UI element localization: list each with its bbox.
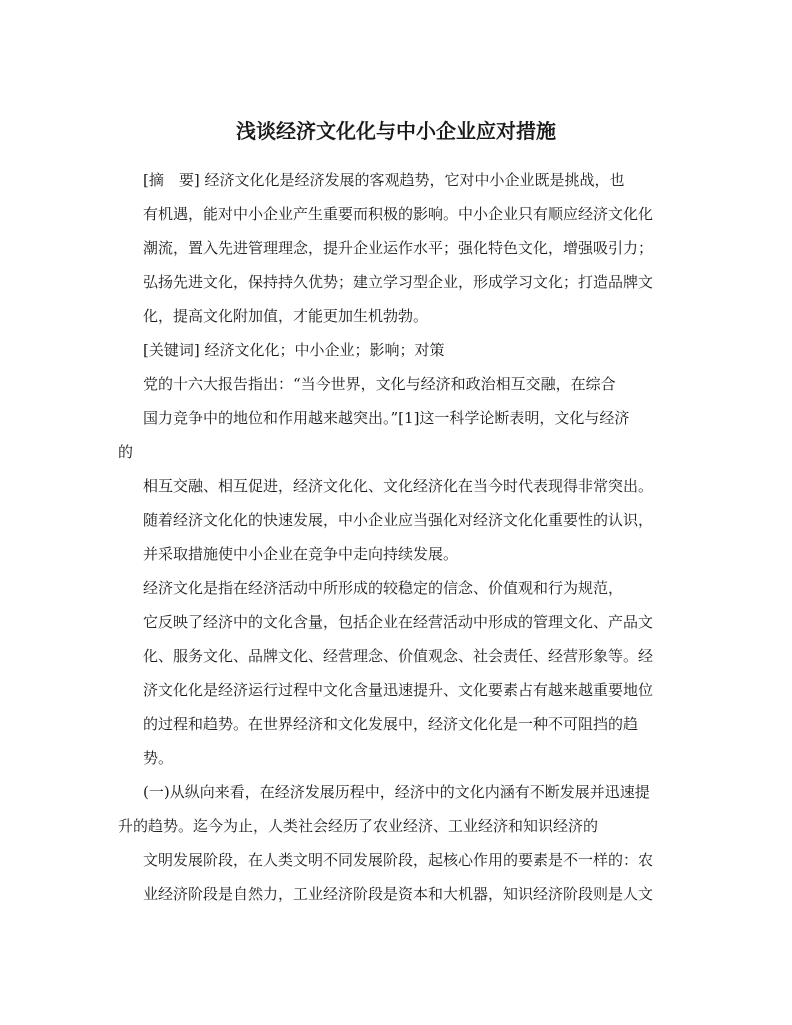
document-title: 浅谈经济文化化与中小企业应对措施 bbox=[236, 119, 556, 143]
body-line: 业经济阶段是自然力，工业经济阶段是资本和大机器，知识经济阶段则是人文 bbox=[143, 885, 654, 903]
abstract-line-1: [摘 要] 经济文化化是经济发展的客观趋势，它对中小企业既是挑战，也 bbox=[143, 171, 625, 189]
keywords-line: [关键词] 经济文化化；中小企业；影响；对策 bbox=[143, 341, 445, 359]
body-line: 升的趋势。迄今为止，人类社会经历了农业经济、工业经济和知识经济的 bbox=[118, 817, 599, 835]
abstract-line-2: 有机遇，能对中小企业产生重要而积极的影响。中小企业只有顺应经济文化化 bbox=[143, 205, 654, 223]
body-line: 随着经济文化化的快速发展，中小企业应当强化对经济文化化重要性的认识， bbox=[143, 511, 654, 529]
body-line: 国力竞争中的地位和作用越来越突出。”[1]这一科学论断表明，文化与经济 bbox=[143, 409, 630, 427]
body-line: 化、服务文化、品牌文化、经营理念、价值观念、社会责任、经营形象等。经 bbox=[143, 647, 654, 665]
body-line: 的 bbox=[118, 443, 134, 461]
body-line: 势。 bbox=[143, 749, 174, 767]
body-line: 它反映了经济中的文化含量，包括企业在经营活动中形成的管理文化、产品文 bbox=[143, 613, 654, 631]
body-line: 济文化化是经济运行过程中文化含量迅速提升、文化要素占有越来越重要地位 bbox=[143, 681, 654, 699]
body-line: 相互交融、相互促进，经济文化化、文化经济化在当今时代表现得非常突出。 bbox=[143, 477, 654, 495]
abstract-line-3: 潮流，置入先进管理理念，提升企业运作水平；强化特色文化，增强吸引力； bbox=[143, 239, 654, 257]
body-line: (一)从纵向来看，在经济发展历程中，经济中的文化内涵有不断发展并迅速提 bbox=[143, 783, 650, 801]
body-line: 并采取措施使中小企业在竞争中走向持续发展。 bbox=[143, 545, 459, 563]
body-line: 党的十六大报告指出：“当今世界，文化与经济和政治相互交融，在综合 bbox=[143, 375, 616, 393]
body-line: 经济文化是指在经济活动中所形成的较稳定的信念、价值观和行为规范， bbox=[143, 579, 624, 597]
body-line: 的过程和趋势。在世界经济和文化发展中，经济文化化是一种不可阻挡的趋 bbox=[143, 715, 639, 733]
abstract-line-4: 弘扬先进文化，保持持久优势；建立学习型企业，形成学习文化；打造品牌文 bbox=[143, 273, 654, 291]
body-line: 文明发展阶段，在人类文明不同发展阶段，起核心作用的要素是不一样的：农 bbox=[143, 851, 654, 869]
abstract-line-5: 化，提高文化附加值，才能更加生机勃勃。 bbox=[143, 307, 429, 325]
